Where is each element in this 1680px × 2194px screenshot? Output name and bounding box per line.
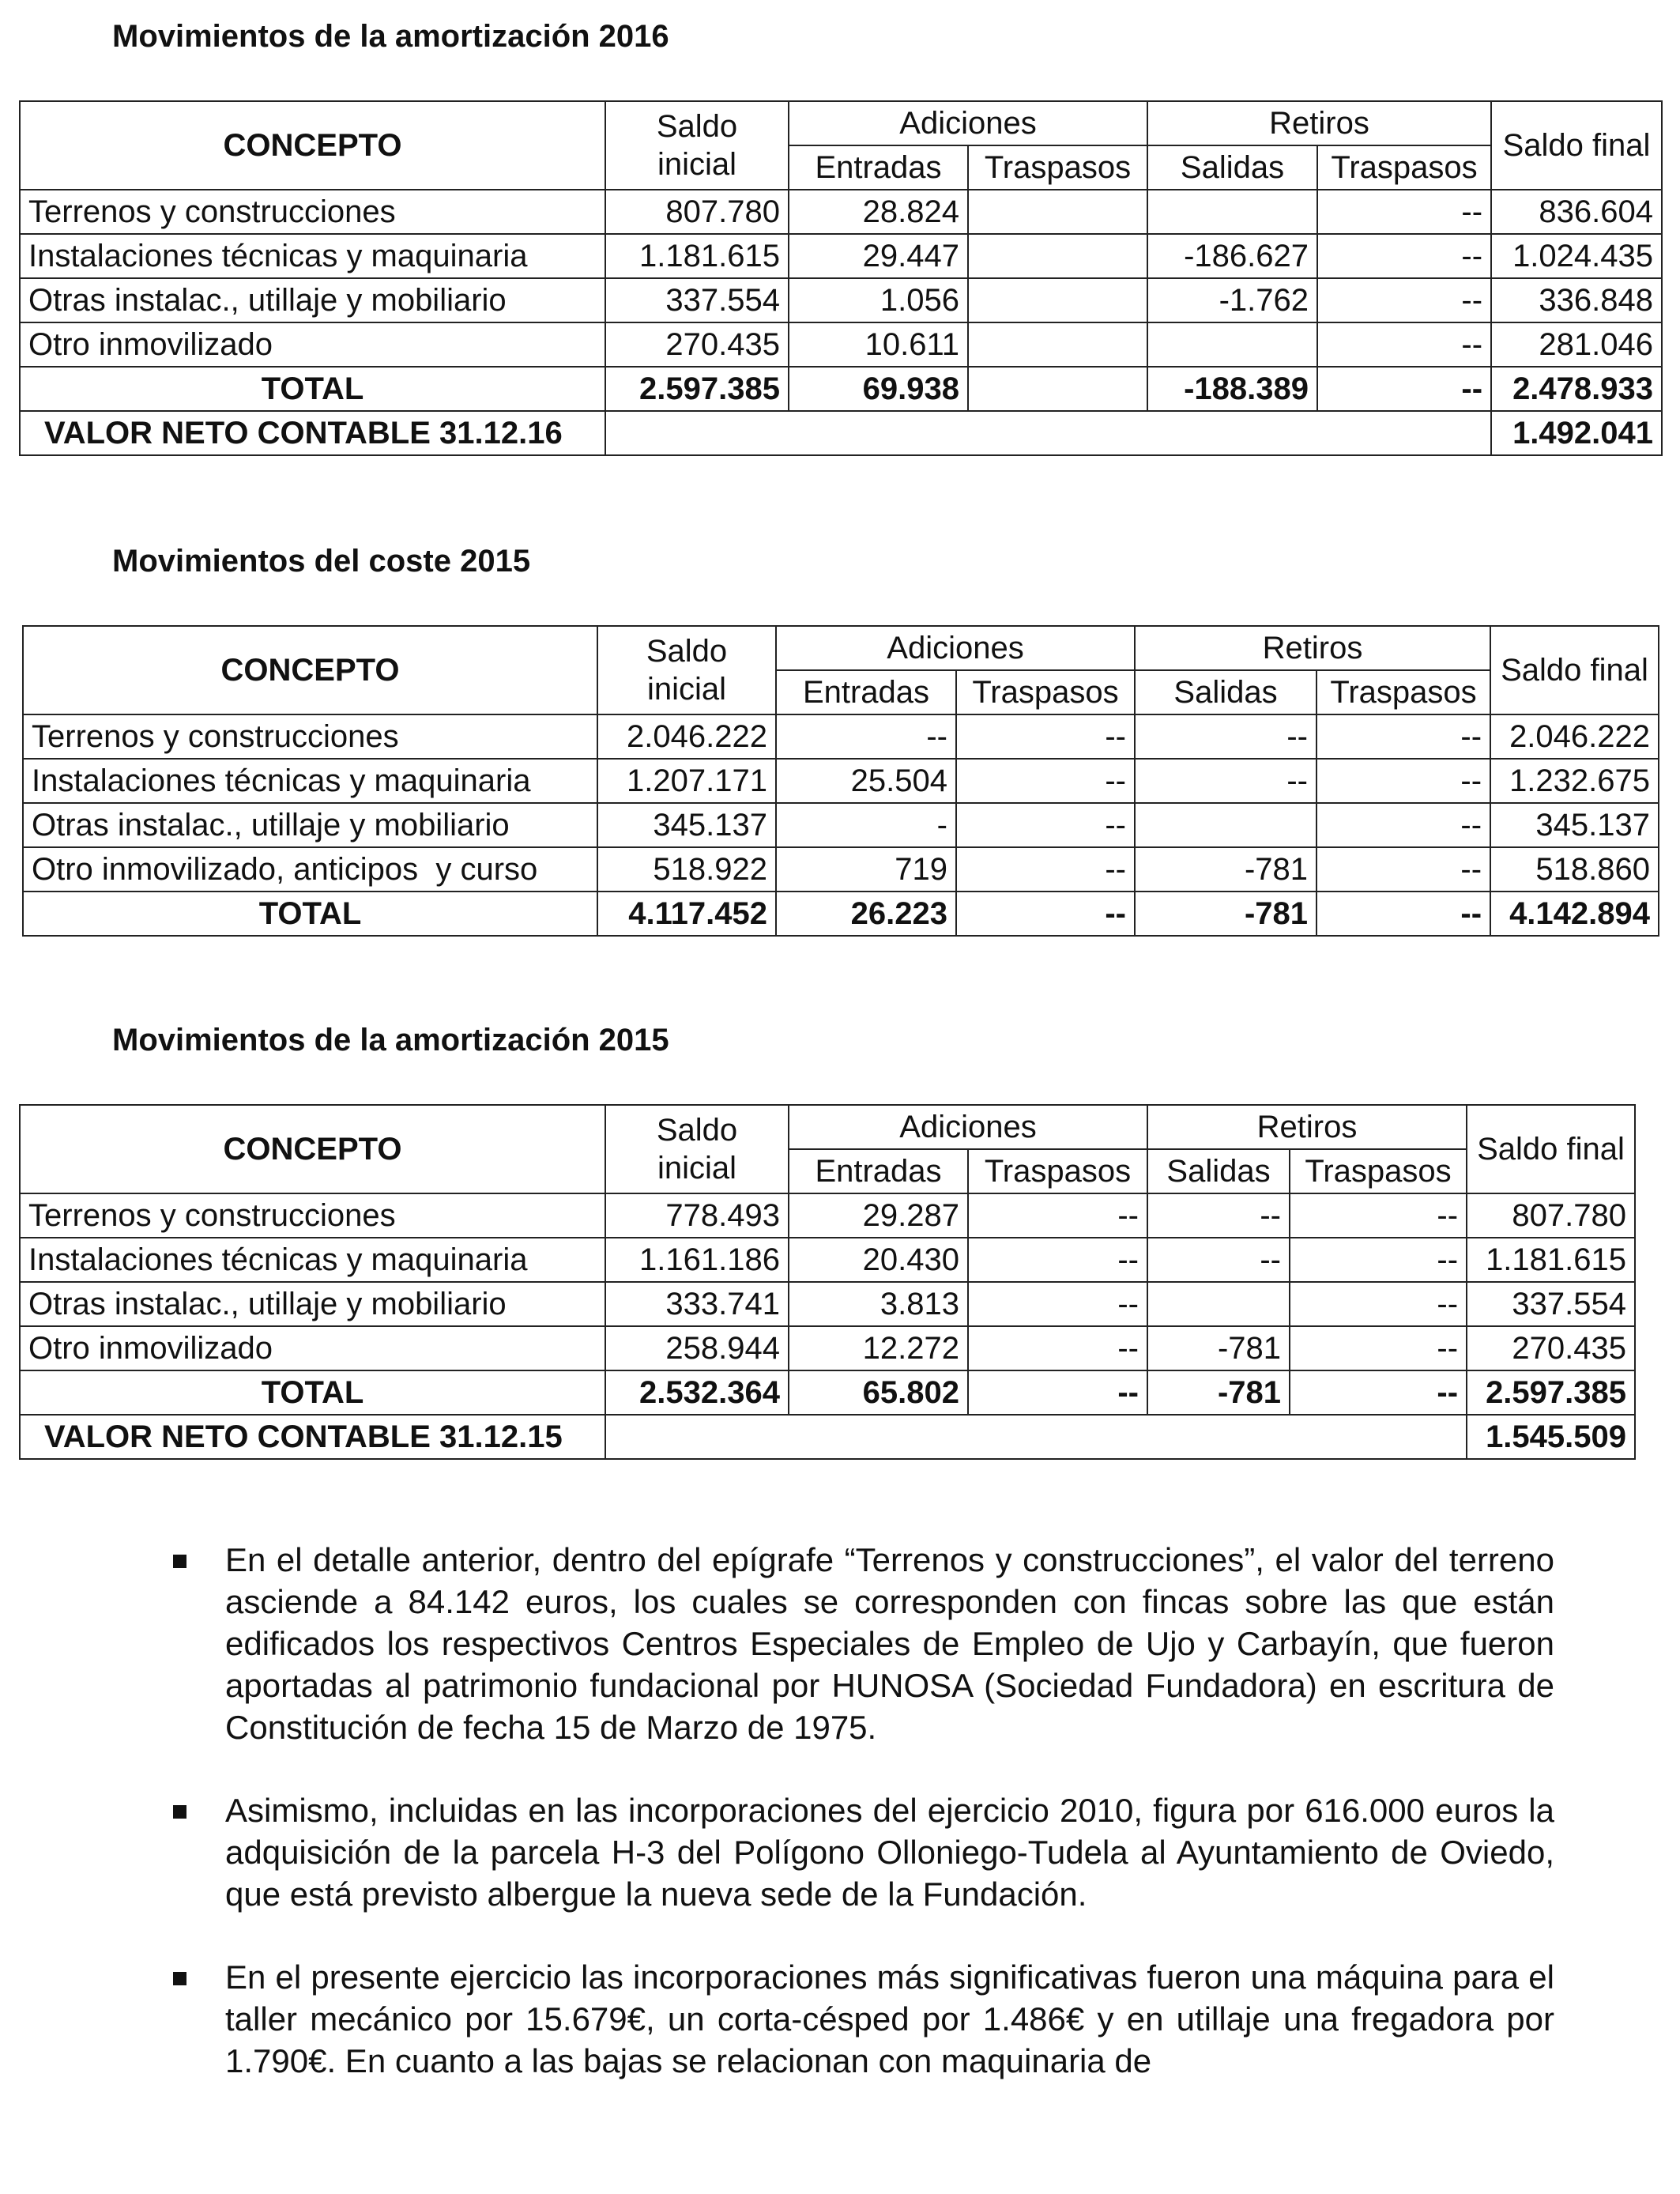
table-row [20, 322, 1662, 367]
cell-saldo-inicial: 1.181.615 [605, 234, 789, 278]
cell-entradas: - [776, 803, 956, 847]
cell-empty [605, 411, 1491, 455]
cell-salidas [1147, 322, 1317, 367]
cell-traspasos-retiros: -- [1290, 1370, 1467, 1415]
cell-traspasos-adiciones: -- [956, 759, 1135, 803]
cell-entradas: 10.611 [789, 322, 968, 367]
header-traspasos: Traspasos [968, 1149, 1147, 1193]
header-retiros: Retiros [1147, 101, 1491, 145]
header-entradas: Entradas [789, 145, 968, 190]
total-row [20, 367, 1662, 411]
section-title: Movimientos de la amortización 2016 [112, 19, 669, 54]
cell-entradas: 29.447 [789, 234, 968, 278]
header-traspasos: Traspasos [956, 670, 1135, 714]
cell-saldo-inicial: 1.161.186 [605, 1238, 789, 1282]
cell-salidas: -1.762 [1147, 278, 1317, 322]
header-concepto: CONCEPTO [23, 626, 597, 714]
cell-salidas [1147, 190, 1317, 234]
header-concepto: CONCEPTO [20, 1105, 605, 1193]
table-row [23, 847, 1659, 892]
header-saldo-final: Saldo final [1490, 626, 1659, 714]
cell-traspasos-retiros: -- [1317, 278, 1491, 322]
table-row [20, 1326, 1635, 1370]
header-saldo-inicial: Saldo inicial [605, 1105, 789, 1193]
valor-neto-row [20, 1415, 1635, 1459]
cell-saldo-final: 270.435 [1467, 1326, 1635, 1370]
cell-traspasos-retiros: -- [1317, 367, 1491, 411]
cell-traspasos-adiciones: -- [968, 1326, 1147, 1370]
cell-salidas: -781 [1135, 847, 1317, 892]
cell-concepto: Terrenos y construcciones [20, 1193, 605, 1238]
amortizacion-2015-table [19, 1104, 1636, 1460]
header-salidas: Salidas [1135, 670, 1317, 714]
cell-saldo-inicial: 4.117.452 [597, 892, 776, 936]
cell-entradas: 28.824 [789, 190, 968, 234]
cell-traspasos-retiros: -- [1317, 234, 1491, 278]
cell-traspasos-adiciones: -- [956, 892, 1135, 936]
cell-entradas: 3.813 [789, 1282, 968, 1326]
table-row [20, 1238, 1635, 1282]
cell-traspasos-retiros: -- [1290, 1282, 1467, 1326]
cell-salidas: -186.627 [1147, 234, 1317, 278]
cell-traspasos-adiciones: -- [956, 847, 1135, 892]
notes-list [170, 1539, 1554, 2123]
section-title: Movimientos del coste 2015 [112, 544, 531, 579]
cell-saldo-final: 1.181.615 [1467, 1238, 1635, 1282]
table-row [23, 759, 1659, 803]
cell-concepto: Otras instalac., utillaje y mobiliario [20, 1282, 605, 1326]
square-bullet-icon [173, 1972, 186, 1985]
cell-saldo-inicial: 337.554 [605, 278, 789, 322]
cell-entradas: 65.802 [789, 1370, 968, 1415]
cell-valor-neto-label: VALOR NETO CONTABLE 31.12.16 [20, 411, 605, 455]
square-bullet-icon [173, 1555, 186, 1568]
cell-salidas: -781 [1147, 1370, 1290, 1415]
cell-traspasos-adiciones: -- [968, 1282, 1147, 1326]
cell-traspasos-retiros: -- [1317, 892, 1490, 936]
cell-traspasos-adiciones [968, 322, 1147, 367]
cell-traspasos-retiros: -- [1290, 1193, 1467, 1238]
cell-concepto: Terrenos y construcciones [20, 190, 605, 234]
cell-saldo-final: 4.142.894 [1490, 892, 1659, 936]
cell-concepto: Instalaciones técnicas y maquinaria [20, 234, 605, 278]
cell-saldo-final: 345.137 [1490, 803, 1659, 847]
cell-saldo-inicial: 2.532.364 [605, 1370, 789, 1415]
cell-entradas: -- [776, 714, 956, 759]
cell-traspasos-adiciones [968, 278, 1147, 322]
cell-salidas: -188.389 [1147, 367, 1317, 411]
header-concepto: CONCEPTO [20, 101, 605, 190]
cell-total-label: TOTAL [23, 892, 597, 936]
cell-traspasos-adiciones: -- [968, 1238, 1147, 1282]
cell-salidas [1147, 1282, 1290, 1326]
cell-concepto: Instalaciones técnicas y maquinaria [20, 1238, 605, 1282]
cell-salidas: -781 [1135, 892, 1317, 936]
cell-traspasos-adiciones [968, 234, 1147, 278]
cell-valor-neto: 1.545.509 [1467, 1415, 1635, 1459]
cell-concepto: Otras instalac., utillaje y mobiliario [20, 278, 605, 322]
cell-salidas: -- [1135, 714, 1317, 759]
cell-concepto: Otras instalac., utillaje y mobiliario [23, 803, 597, 847]
cell-salidas: -- [1135, 759, 1317, 803]
cell-entradas: 1.056 [789, 278, 968, 322]
cell-saldo-inicial: 807.780 [605, 190, 789, 234]
cell-entradas: 25.504 [776, 759, 956, 803]
header-adiciones: Adiciones [776, 626, 1135, 670]
cell-entradas: 29.287 [789, 1193, 968, 1238]
cell-salidas: -- [1147, 1238, 1290, 1282]
cell-valor-neto-label: VALOR NETO CONTABLE 31.12.15 [20, 1415, 605, 1459]
cell-concepto: Instalaciones técnicas y maquinaria [23, 759, 597, 803]
cell-saldo-inicial: 1.207.171 [597, 759, 776, 803]
cell-traspasos-adiciones: -- [968, 1370, 1147, 1415]
table-row [20, 1282, 1635, 1326]
list-item [170, 1956, 1554, 2082]
header-salidas: Salidas [1147, 145, 1317, 190]
cell-entradas: 719 [776, 847, 956, 892]
cell-traspasos-adiciones: -- [956, 714, 1135, 759]
header-saldo-final: Saldo final [1467, 1105, 1635, 1193]
cell-traspasos-retiros: -- [1290, 1238, 1467, 1282]
cell-saldo-inicial: 518.922 [597, 847, 776, 892]
cell-concepto: Otro inmovilizado, anticipos y curso [23, 847, 597, 892]
table-row [20, 278, 1662, 322]
cell-traspasos-retiros: -- [1317, 714, 1490, 759]
cell-concepto: Otro inmovilizado [20, 322, 605, 367]
cell-total-label: TOTAL [20, 1370, 605, 1415]
table-row [20, 190, 1662, 234]
cell-saldo-inicial: 2.597.385 [605, 367, 789, 411]
amortizacion-2016-table [19, 100, 1663, 456]
cell-traspasos-adiciones: -- [968, 1193, 1147, 1238]
cell-saldo-final: 1.024.435 [1491, 234, 1662, 278]
cell-traspasos-retiros: -- [1290, 1326, 1467, 1370]
table-row [23, 803, 1659, 847]
list-item [170, 1789, 1554, 1915]
cell-traspasos-adiciones: -- [956, 803, 1135, 847]
cell-saldo-inicial: 333.741 [605, 1282, 789, 1326]
cell-traspasos-retiros: -- [1317, 803, 1490, 847]
header-traspasos: Traspasos [1317, 670, 1490, 714]
section-title: Movimientos de la amortización 2015 [112, 1023, 669, 1057]
cell-saldo-final: 518.860 [1490, 847, 1659, 892]
cell-total-label: TOTAL [20, 367, 605, 411]
header-saldo-inicial: Saldo inicial [605, 101, 789, 190]
cell-entradas: 20.430 [789, 1238, 968, 1282]
cell-salidas: -- [1147, 1193, 1290, 1238]
total-row [23, 892, 1659, 936]
cell-salidas [1135, 803, 1317, 847]
cell-salidas: -781 [1147, 1326, 1290, 1370]
cell-saldo-final: 281.046 [1491, 322, 1662, 367]
valor-neto-row [20, 411, 1662, 455]
cell-concepto: Otro inmovilizado [20, 1326, 605, 1370]
cell-saldo-inicial: 778.493 [605, 1193, 789, 1238]
cell-saldo-final: 836.604 [1491, 190, 1662, 234]
cell-empty [605, 1415, 1467, 1459]
header-saldo-final: Saldo final [1491, 101, 1662, 190]
cell-saldo-final: 337.554 [1467, 1282, 1635, 1326]
header-adiciones: Adiciones [789, 1105, 1147, 1149]
cell-entradas: 12.272 [789, 1326, 968, 1370]
cell-concepto: Terrenos y construcciones [23, 714, 597, 759]
header-traspasos: Traspasos [968, 145, 1147, 190]
cell-saldo-final: 2.046.222 [1490, 714, 1659, 759]
table-row [20, 1193, 1635, 1238]
cell-traspasos-retiros: -- [1317, 322, 1491, 367]
coste-2015-table [22, 625, 1659, 937]
list-item-text: Asimismo, incluidas en las incorporaciones del ejercicio 2010, figura por 616.000 euros la adquisición de la parcela H-3 del Polígono Olloniego-Tudela al Ayuntamiento de Oviedo, que está previsto albergue la nueva sede de la Fundación. [225, 1792, 1554, 1913]
header-salidas: Salidas [1147, 1149, 1290, 1193]
table-row [20, 234, 1662, 278]
total-row [20, 1370, 1635, 1415]
cell-saldo-inicial: 2.046.222 [597, 714, 776, 759]
cell-saldo-final: 336.848 [1491, 278, 1662, 322]
list-item [170, 1539, 1554, 1748]
header-traspasos: Traspasos [1317, 145, 1491, 190]
cell-traspasos-retiros: -- [1317, 190, 1491, 234]
cell-saldo-inicial: 345.137 [597, 803, 776, 847]
cell-entradas: 69.938 [789, 367, 968, 411]
cell-saldo-inicial: 270.435 [605, 322, 789, 367]
header-adiciones: Adiciones [789, 101, 1147, 145]
cell-saldo-final: 2.478.933 [1491, 367, 1662, 411]
cell-traspasos-adiciones [968, 367, 1147, 411]
header-traspasos: Traspasos [1290, 1149, 1467, 1193]
cell-saldo-final: 1.232.675 [1490, 759, 1659, 803]
header-retiros: Retiros [1135, 626, 1490, 670]
header-saldo-inicial: Saldo inicial [597, 626, 776, 714]
list-item-text: En el presente ejercicio las incorporaciones más significativas fueron una máquina para el taller mecánico por 15.679€, un corta-césped por 1.486€ y en utillaje una fregadora por 1.790€. En cuanto a las bajas se relacionan con maquinaria de [225, 1958, 1554, 2079]
header-entradas: Entradas [789, 1149, 968, 1193]
cell-traspasos-retiros: -- [1317, 759, 1490, 803]
cell-saldo-final: 807.780 [1467, 1193, 1635, 1238]
cell-saldo-final: 2.597.385 [1467, 1370, 1635, 1415]
header-retiros: Retiros [1147, 1105, 1467, 1149]
square-bullet-icon [173, 1805, 186, 1819]
list-item-text: En el detalle anterior, dentro del epígrafe “Terrenos y construcciones”, el valor del terreno asciende a 84.142 euros, los cuales se corresponden con fincas sobre las que están edificados los respectivos Centros Especiales de Empleo de Ujo y Carbayín, que fueron aportadas al patrimonio fundacional por HUNOSA (Sociedad Fundadora) en escritura de Constitución de fecha 15 de Marzo de 1975. [225, 1541, 1554, 1746]
cell-saldo-inicial: 258.944 [605, 1326, 789, 1370]
cell-traspasos-adiciones [968, 190, 1147, 234]
header-entradas: Entradas [776, 670, 956, 714]
cell-entradas: 26.223 [776, 892, 956, 936]
cell-valor-neto: 1.492.041 [1491, 411, 1662, 455]
cell-traspasos-retiros: -- [1317, 847, 1490, 892]
table-row [23, 714, 1659, 759]
